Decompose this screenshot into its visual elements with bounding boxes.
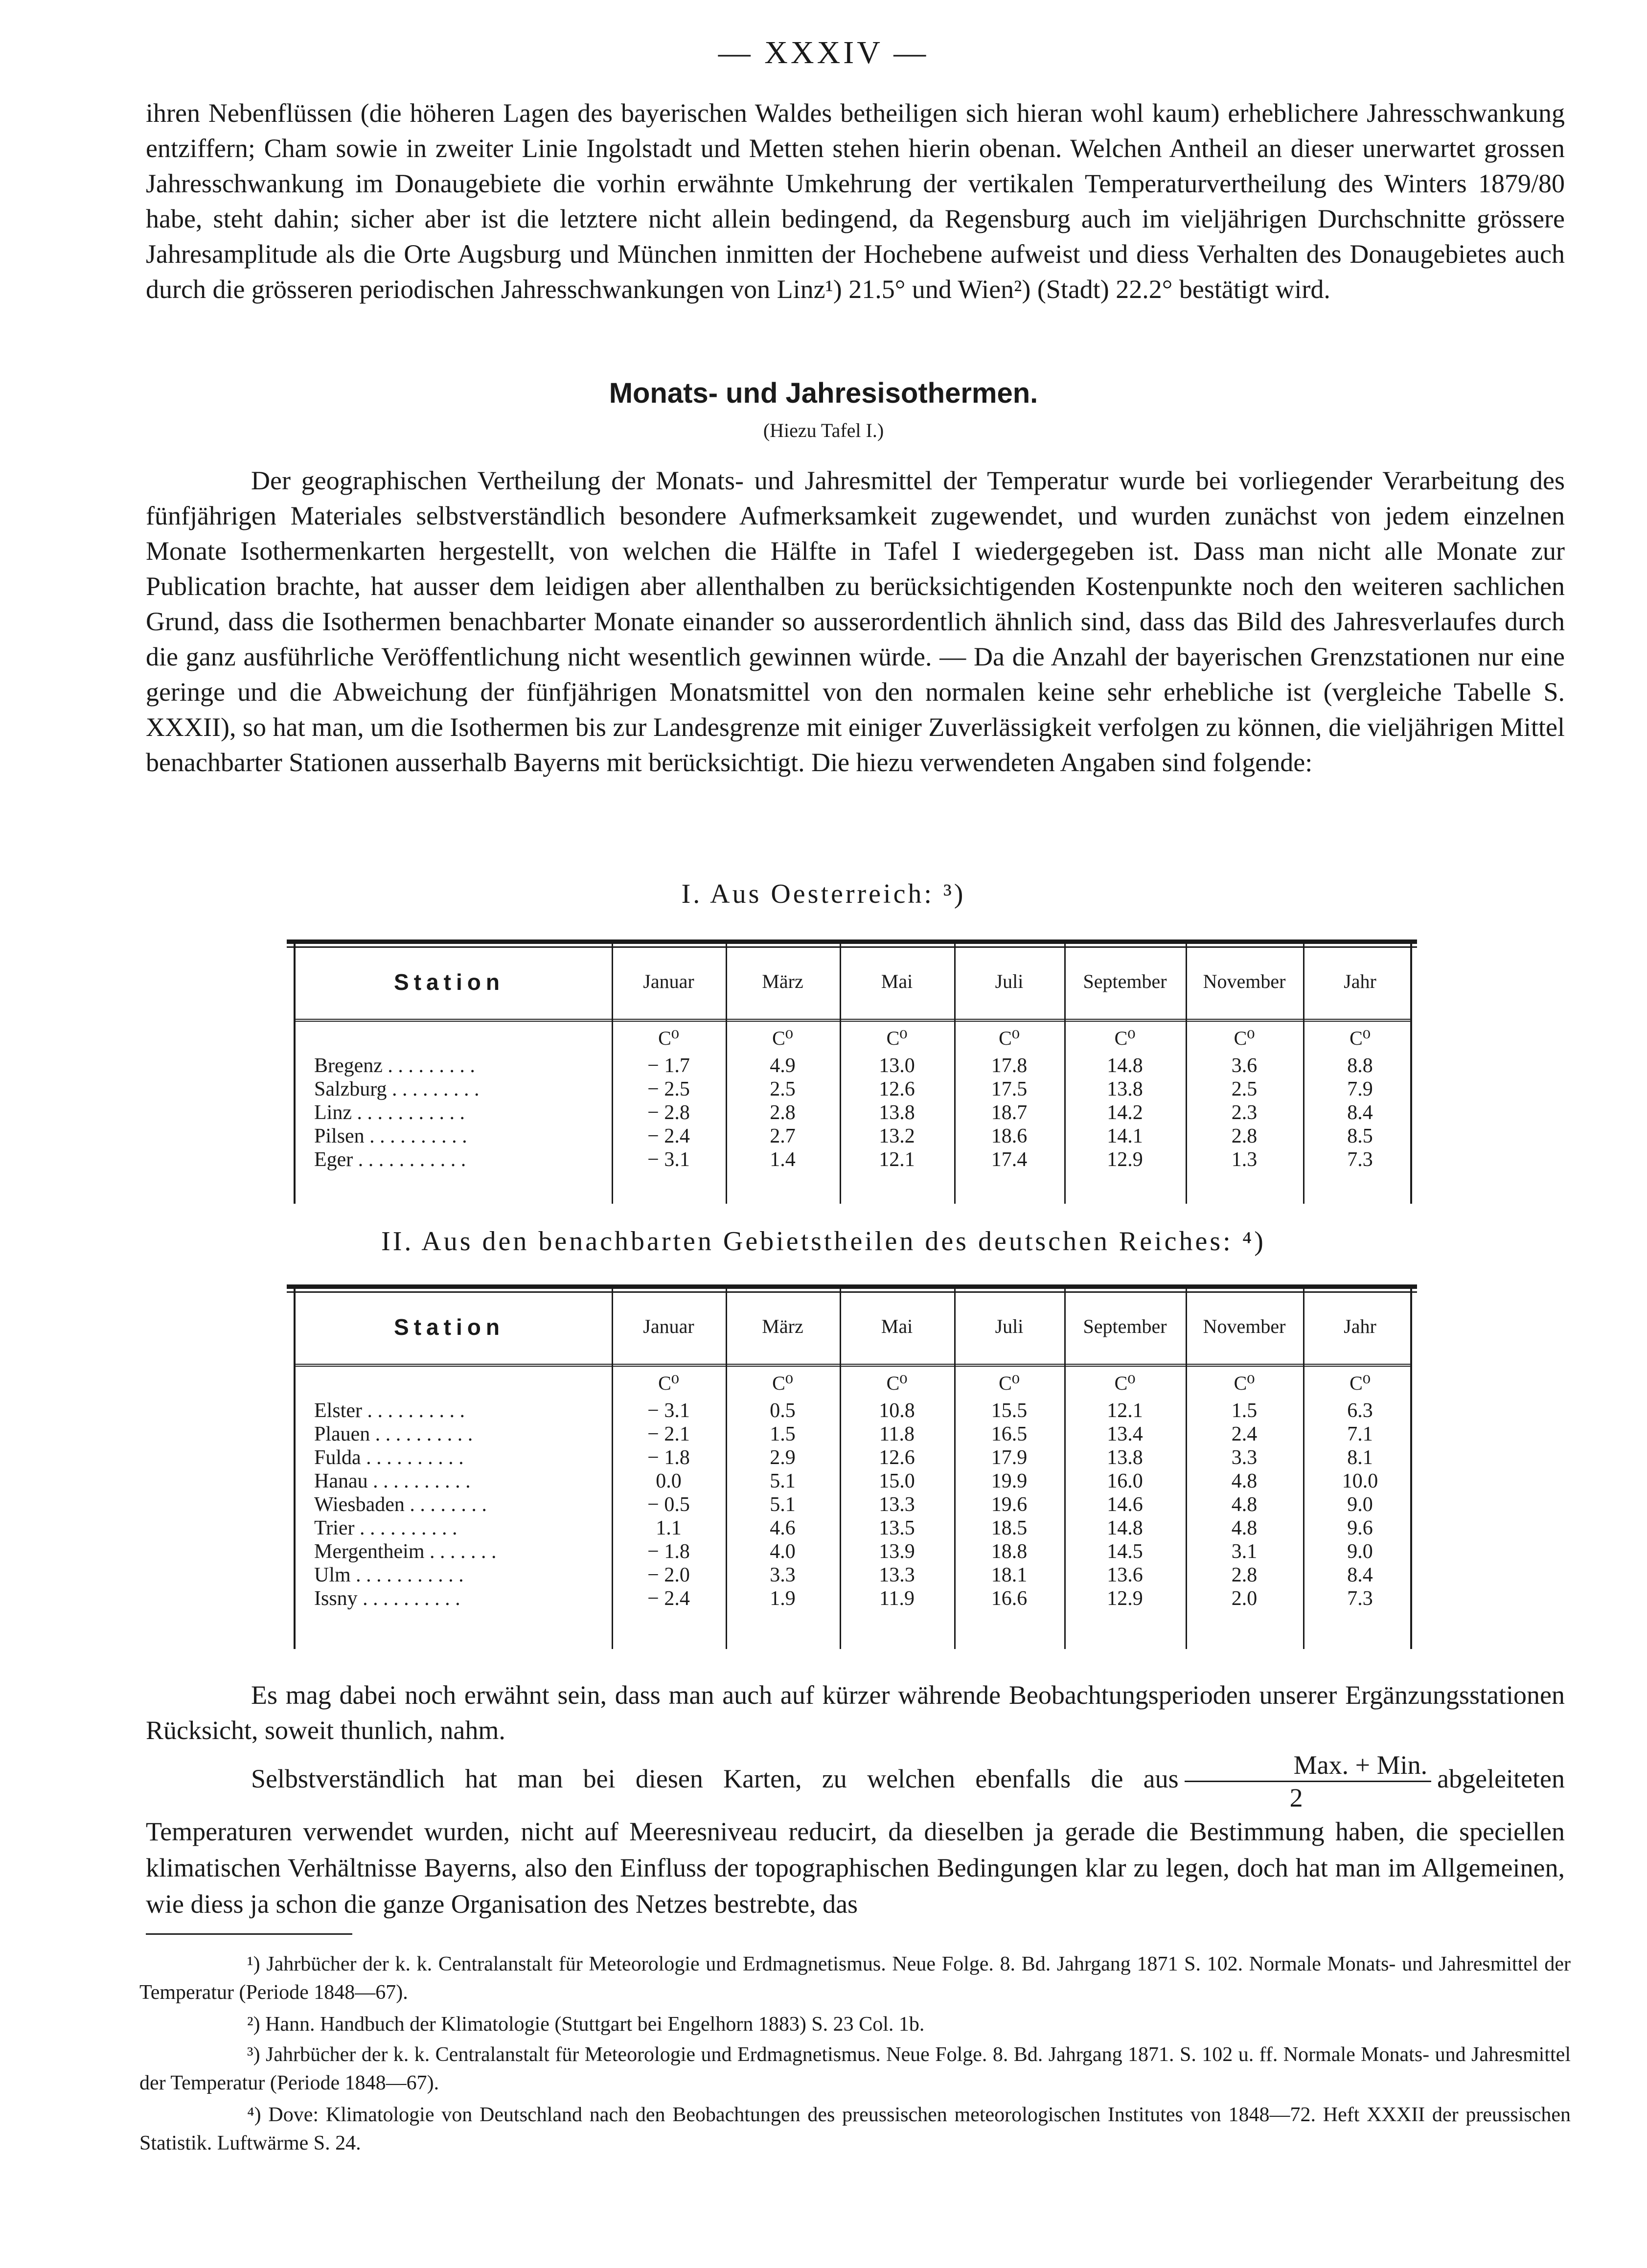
paragraph-temperature: [146, 1749, 1565, 1922]
table2-cell-mai: 13.3: [879, 1564, 915, 1586]
table2-cell-november: 4.8: [1231, 1470, 1258, 1492]
table2-cell-mai: 10.8: [879, 1399, 915, 1422]
table2-cell-mai: 13.3: [879, 1493, 915, 1516]
fraction-denominator: 2: [1289, 1783, 1303, 1812]
table2-header-november: November: [1203, 1315, 1286, 1337]
table2-cell-november: 4.8: [1231, 1517, 1258, 1539]
table2-cell-maerz: 3.3: [770, 1564, 796, 1586]
table2-cell-mai: 13.9: [879, 1540, 915, 1563]
table1-cell-september: 12.9: [1107, 1148, 1143, 1171]
table2-header-januar: Januar: [643, 1315, 694, 1337]
table1-cell-jahr: 8.4: [1347, 1101, 1373, 1124]
table2-cell-maerz: 5.1: [770, 1470, 796, 1492]
footnote-rule: [146, 1933, 352, 1935]
table1-cell-september: 13.8: [1107, 1078, 1143, 1100]
table2-cell-september: 14.6: [1107, 1493, 1143, 1516]
table1-cell-juli: 17.8: [991, 1054, 1028, 1077]
table1-cell-november: 3.6: [1231, 1054, 1258, 1077]
table1-column-divider: [726, 939, 727, 1204]
table2-unit-juli: C⁰: [999, 1372, 1020, 1394]
table1-column-divider: [954, 939, 956, 1204]
table2-cell-november: 2.4: [1231, 1423, 1258, 1445]
table1-top-border: [287, 939, 1417, 944]
table2-cell-januar: 0.0: [656, 1470, 682, 1492]
table1-cell-september: 14.1: [1107, 1125, 1143, 1147]
table1-header-jahr: Jahr: [1344, 970, 1376, 992]
table2-cell-juli: 18.1: [991, 1564, 1028, 1586]
table1-column-divider: [1064, 939, 1066, 1204]
table2-unit-jahr: C⁰: [1350, 1372, 1371, 1394]
table2-station-name: Hanau . . . . . . . . . .: [314, 1470, 471, 1492]
table1-cell-mai: 13.0: [879, 1054, 915, 1077]
table-germany: [287, 1284, 1417, 1649]
section-heading: Monats- und Jahresisothermen.: [609, 377, 1038, 409]
heading-note: (Hiezu Tafel I.): [763, 419, 884, 441]
table2-cell-maerz: 2.9: [770, 1446, 796, 1469]
table1-top-border-inner: [287, 946, 1417, 948]
table1-cell-november: 2.5: [1231, 1078, 1258, 1100]
table2-cell-maerz: 0.5: [770, 1399, 796, 1422]
table1-header-maerz: März: [762, 970, 803, 992]
table2-station-name: Wiesbaden . . . . . . . .: [314, 1493, 487, 1516]
table2-cell-mai: 15.0: [879, 1470, 915, 1492]
table2-cell-januar: − 1.8: [647, 1446, 690, 1469]
table1-cell-jahr: 7.3: [1347, 1148, 1373, 1171]
table2-cell-jahr: 7.3: [1347, 1587, 1373, 1610]
table1-column-divider: [294, 939, 296, 1204]
table1-station-name: Linz . . . . . . . . . . .: [314, 1101, 465, 1124]
table1-cell-juli: 18.7: [991, 1101, 1028, 1124]
paragraph-temperature-post: abgeleiteten Temperaturen verwendet wurden, nicht auf Meeresniveau reducirt, da dieselben ja gerade die Bestimmung haben, die speciellen klimatischen Verhältnisse Bayerns, also den Einfluss der topographischen Bedingungen klar zu legen, doch hat man im Allgemeinen, wie diess ja schon die ganze Organisation des Netzes bestrebte, das: [146, 1764, 1565, 1919]
table2-unit-mai: C⁰: [886, 1372, 908, 1394]
table2-cell-jahr: 9.0: [1347, 1540, 1373, 1563]
table2-station-name: Issny . . . . . . . . . .: [314, 1587, 460, 1610]
table1-header-separator: [294, 1019, 1410, 1024]
table2-cell-jahr: 9.0: [1347, 1493, 1373, 1516]
table1-cell-september: 14.2: [1107, 1101, 1143, 1124]
table1-header-september: September: [1083, 970, 1167, 992]
table1-cell-januar: − 2.4: [647, 1125, 690, 1147]
table2-cell-mai: 12.6: [879, 1446, 915, 1469]
table2-station-name: Fulda . . . . . . . . . .: [314, 1446, 464, 1469]
table1-cell-maerz: 1.4: [770, 1148, 796, 1171]
table1-unit-november: C⁰: [1234, 1027, 1255, 1049]
table1-cell-januar: − 2.8: [647, 1101, 690, 1124]
table1-cell-mai: 13.2: [879, 1125, 915, 1147]
table2-station-name: Plauen . . . . . . . . . .: [314, 1423, 473, 1445]
table2-cell-september: 14.8: [1107, 1517, 1143, 1539]
table2-cell-juli: 18.5: [991, 1517, 1028, 1539]
table2-cell-november: 4.8: [1231, 1493, 1258, 1516]
table1-header-november: November: [1203, 970, 1286, 992]
table1-station-name: Bregenz . . . . . . . . .: [314, 1054, 475, 1077]
table2-cell-september: 13.4: [1107, 1423, 1143, 1445]
table2-header-station: Station: [394, 1314, 504, 1340]
table2-cell-september: 16.0: [1107, 1470, 1143, 1492]
table2-cell-januar: 1.1: [656, 1517, 682, 1539]
table1-cell-juli: 17.4: [991, 1148, 1028, 1171]
table2-cell-januar: − 3.1: [647, 1399, 690, 1422]
table2-cell-maerz: 1.9: [770, 1587, 796, 1610]
footnote-2: ²) Hann. Handbuch der Klimatologie (Stuttgart bei Engelhorn 1883) S. 23 Col. 1b.: [247, 2013, 925, 2036]
table1-cell-jahr: 8.5: [1347, 1125, 1373, 1147]
table2-cell-juli: 15.5: [991, 1399, 1028, 1422]
table1-station-name: Pilsen . . . . . . . . . .: [314, 1125, 467, 1147]
table1-cell-juli: 18.6: [991, 1125, 1028, 1147]
table2-cell-januar: − 2.4: [647, 1587, 690, 1610]
table1-cell-november: 1.3: [1231, 1148, 1258, 1171]
table2-header-mai: Mai: [881, 1315, 913, 1337]
table2-cell-jahr: 9.6: [1347, 1517, 1373, 1539]
intro-paragraph: ihren Nebenflüssen (die höheren Lagen des bayerischen Waldes betheiligen sich hieran wohl kaum) erheblichere Jahresschwankung entziffern; Cham sowie in zweiter Linie Ingolstadt und Metten stehen hierin obenan. Welchen Antheil an dieser unerwartet grossen Jahresschwankung im Donaugebiete die vorhin erwähnte Umkehrung der vertikalen Temperaturvertheilung des Winters 1879/80 habe, steht dahin; sicher aber ist die letztere nicht allein bedingend, da Regensburg auch im vieljährigen Durchschnitte grössere Jahresamplitude als die Orte Augsburg und München inmitten der Hochebene aufweist und diess Verhalten des Donaugebietes auch durch die grösseren periodischen Jahresschwankungen von Linz¹) 21.5° und Wien²) (Stadt) 22.2° bestätigt wird.: [146, 98, 1565, 304]
table1-unit-mai: C⁰: [886, 1027, 908, 1049]
table1-unit-juli: C⁰: [999, 1027, 1020, 1049]
table2-cell-jahr: 7.1: [1347, 1423, 1373, 1445]
max-min-fraction: [1185, 1749, 1431, 1813]
table1-cell-januar: − 1.7: [647, 1054, 690, 1077]
table2-title: II. Aus den benachbarten Gebietstheilen des deutschen Reiches: ⁴): [381, 1226, 1266, 1257]
table1-cell-september: 14.8: [1107, 1054, 1143, 1077]
table1-title: I. Aus Oesterreich: ³): [681, 879, 966, 909]
table2-cell-maerz: 5.1: [770, 1493, 796, 1516]
page-number: — XXXIV —: [718, 35, 929, 70]
fraction-numerator: Max. + Min.: [1185, 1749, 1431, 1782]
table1-column-divider: [1303, 939, 1304, 1204]
paragraph-observation: Es mag dabei noch erwähnt sein, dass man auch auf kürzer währende Beobachtungsperioden unserer Ergänzungsstationen Rücksicht, soweit thunlich, nahm.: [146, 1680, 1565, 1745]
table2-cell-november: 1.5: [1231, 1399, 1258, 1422]
table2-station-name: Elster . . . . . . . . . .: [314, 1399, 465, 1422]
table1-unit-september: C⁰: [1114, 1027, 1136, 1049]
table1-header-januar: Januar: [643, 970, 694, 992]
table1-station-name: Eger . . . . . . . . . . .: [314, 1148, 466, 1171]
table2-cell-juli: 19.9: [991, 1470, 1028, 1492]
table2-cell-november: 3.1: [1231, 1540, 1258, 1563]
table1-station-name: Salzburg . . . . . . . . .: [314, 1078, 480, 1100]
table2-cell-jahr: 8.1: [1347, 1446, 1373, 1469]
table2-cell-september: 12.9: [1107, 1587, 1143, 1610]
table2-header-september: September: [1083, 1315, 1167, 1337]
table2-cell-november: 2.8: [1231, 1564, 1258, 1586]
table2-column-divider: [726, 1284, 727, 1649]
table2-top-border-inner: [287, 1291, 1417, 1293]
table2-column-divider: [1186, 1284, 1187, 1649]
table1-header-mai: Mai: [881, 970, 913, 992]
table2-header-juli: Juli: [995, 1315, 1024, 1337]
table1-header-station: Station: [394, 969, 504, 995]
table2-cell-maerz: 4.6: [770, 1517, 796, 1539]
table1-cell-november: 2.3: [1231, 1101, 1258, 1124]
table2-cell-januar: − 1.8: [647, 1540, 690, 1563]
table2-cell-september: 13.6: [1107, 1564, 1143, 1586]
paragraph-temperature-pre: Selbstverständlich hat man bei diesen Karten, zu welchen ebenfalls die aus: [251, 1764, 1179, 1793]
table2-top-border: [287, 1284, 1417, 1289]
table1-cell-mai: 12.6: [879, 1078, 915, 1100]
table2-unit-november: C⁰: [1234, 1372, 1255, 1394]
table1-unit-jahr: C⁰: [1350, 1027, 1371, 1049]
table2-cell-november: 3.3: [1231, 1446, 1258, 1469]
table2-column-divider: [612, 1284, 613, 1649]
table1-column-divider: [612, 939, 613, 1204]
table1-cell-mai: 12.1: [879, 1148, 915, 1171]
footnote-3: ³) Jahrbücher der k. k. Centralanstalt für Meteorologie und Erdmagnetismus. Neue Folge. 8. Bd. Jahrgang 1871. S. 102 u. ff. Normale Monats- und Jahresmittel der Temperatur (Periode 1848—67).: [139, 2043, 1571, 2094]
table1-cell-maerz: 2.7: [770, 1125, 796, 1147]
table2-station-name: Ulm . . . . . . . . . . .: [314, 1564, 464, 1586]
table1-cell-jahr: 8.8: [1347, 1054, 1373, 1077]
table2-cell-mai: 11.9: [879, 1587, 915, 1610]
table2-station-name: Trier . . . . . . . . . .: [314, 1517, 458, 1539]
table2-column-divider: [294, 1284, 296, 1649]
table1-column-divider: [840, 939, 841, 1204]
table1-cell-maerz: 2.5: [770, 1078, 796, 1100]
table2-cell-september: 12.1: [1107, 1399, 1143, 1422]
footnote-4: ⁴) Dove: Klimatologie von Deutschland nach den Beobachtungen des preussischen meteorologischen Institutes von 1848—72. Heft XXXII der preussischen Statistik. Luftwärme S. 24.: [139, 2104, 1571, 2154]
table1-cell-november: 2.8: [1231, 1125, 1258, 1147]
table2-header-jahr: Jahr: [1344, 1315, 1376, 1337]
table1-cell-januar: − 2.5: [647, 1078, 690, 1100]
table2-cell-juli: 18.8: [991, 1540, 1028, 1563]
table2-cell-juli: 17.9: [991, 1446, 1028, 1469]
table2-column-divider: [1303, 1284, 1304, 1649]
table1-column-divider: [1186, 939, 1187, 1204]
table1-header-juli: Juli: [995, 970, 1024, 992]
table2-cell-september: 13.8: [1107, 1446, 1143, 1469]
table2-cell-juli: 19.6: [991, 1493, 1028, 1516]
table2-cell-jahr: 10.0: [1342, 1470, 1378, 1492]
table2-column-divider: [840, 1284, 841, 1649]
table2-cell-jahr: 6.3: [1347, 1399, 1373, 1422]
table2-cell-jahr: 8.4: [1347, 1564, 1373, 1586]
table2-station-name: Mergentheim . . . . . . .: [314, 1540, 497, 1563]
table1-cell-maerz: 2.8: [770, 1101, 796, 1124]
table2-column-divider: [1064, 1284, 1066, 1649]
footnote-1: ¹) Jahrbücher der k. k. Centralanstalt für Meteorologie und Erdmagnetismus. Neue Folge. 8. Bd. Jahrgang 1871 S. 102. Normale Monats- und Jahresmittel der Temperatur (Periode 1848—67).: [139, 1953, 1571, 2004]
table2-cell-mai: 13.5: [879, 1517, 915, 1539]
table2-cell-september: 14.5: [1107, 1540, 1143, 1563]
table2-cell-maerz: 1.5: [770, 1423, 796, 1445]
table1-cell-maerz: 4.9: [770, 1054, 796, 1077]
table1-cell-juli: 17.5: [991, 1078, 1028, 1100]
table2-cell-januar: − 2.1: [647, 1423, 690, 1445]
table2-cell-maerz: 4.0: [770, 1540, 796, 1563]
table2-cell-mai: 11.8: [879, 1423, 915, 1445]
table2-header-separator: [294, 1364, 1410, 1369]
table1-unit-maerz: C⁰: [772, 1027, 793, 1049]
table1-cell-mai: 13.8: [879, 1101, 915, 1124]
table2-unit-januar: C⁰: [658, 1372, 679, 1394]
table1-cell-jahr: 7.9: [1347, 1078, 1373, 1100]
table-austria: [287, 939, 1417, 1204]
table2-cell-januar: − 0.5: [647, 1493, 690, 1516]
table2-cell-juli: 16.5: [991, 1423, 1028, 1445]
table1-unit-januar: C⁰: [658, 1027, 679, 1049]
table2-cell-november: 2.0: [1231, 1587, 1258, 1610]
table2-header-maerz: März: [762, 1315, 803, 1337]
table2-unit-september: C⁰: [1114, 1372, 1136, 1394]
table2-unit-maerz: C⁰: [772, 1372, 793, 1394]
table2-column-divider: [954, 1284, 956, 1649]
table2-cell-januar: − 2.0: [647, 1564, 690, 1586]
table2-cell-juli: 16.6: [991, 1587, 1028, 1610]
table1-cell-januar: − 3.1: [647, 1148, 690, 1171]
paragraph-isotherms: Der geographischen Vertheilung der Monats- und Jahresmittel der Temperatur wurde bei vorliegender Verarbeitung des fünfjährigen Materiales selbstverständlich besondere Aufmerksamkeit zugewendet, und wurden zunächst von jedem einzelnen Monate Isothermenkarten hergestellt, von welchen die Hälfte in Tafel I wiedergegeben ist. Dass man nicht alle Monate zur Publication brachte, hat ausser dem leidigen aber allenthalben zu berücksichtigenden Kostenpunkte noch den weiteren sachlichen Grund, dass die Isothermen benachbarter Monate einander so ausserordentlich ähnlich sind, dass das Bild des Jahresverlaufes durch die ganz ausführliche Veröffentlichung nicht wesentlich gewinnen würde. — Da die Anzahl der bayerischen Grenzstationen nur eine geringe und die Abweichung der fünfjährigen Monatsmittel von den normalen keine sehr erhebliche ist (vergleiche Tabelle S. XXXII), so hat man, um die Isothermen bis zur Landesgrenze mit einiger Zuverlässigkeit verfolgen zu können, die vieljährigen Mittel benachbarter Stationen ausserhalb Bayerns mit berücksichtigt. Die hiezu verwendeten Angaben sind folgende:: [146, 466, 1565, 777]
